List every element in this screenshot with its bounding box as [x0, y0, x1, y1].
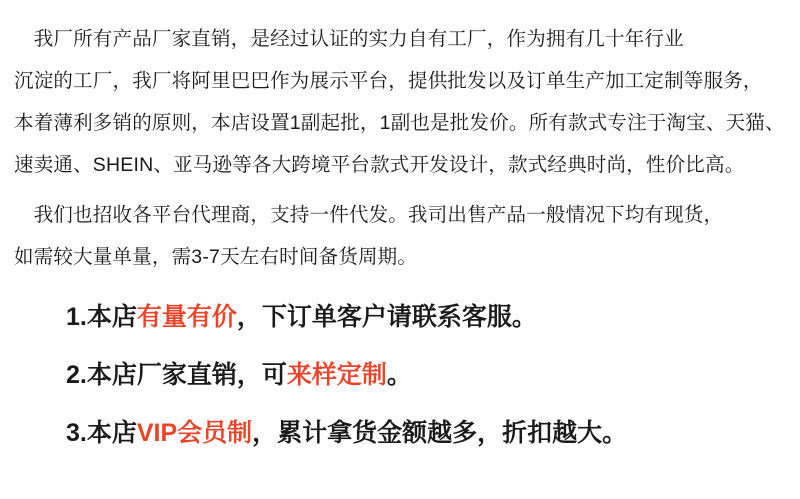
paragraph-line: 如需较大量单量，需3-7天左右时间备货周期。: [14, 246, 418, 268]
numbered-item-2: [14, 346, 786, 404]
numbered-item-index: 2.: [66, 361, 87, 389]
paragraph-line: 我们也招收各平台代理商，支持一件代发。我司出售产品一般情况下均有现货，: [14, 204, 724, 226]
paragraph-agent-policy: [14, 194, 786, 278]
numbered-item-prefix: 本店: [86, 303, 137, 331]
numbered-item-suffix: ，累计拿货金额越多，折扣越大。: [252, 419, 628, 447]
numbered-item-prefix: 本店: [86, 419, 137, 447]
paragraph-company-intro: [14, 18, 786, 186]
paragraph-line: 速卖通、SHEIN、亚马逊等各大跨境平台款式开发设计，款式经典时尚，性价比高。: [14, 154, 745, 176]
paragraph-line: 沉淀的工厂，我厂将阿里巴巴作为展示平台，提供批发以及订单生产加工定制等服务，: [14, 70, 763, 92]
paragraph-line: 我厂所有产品厂家直销，是经过认证的实力自有工厂，作为拥有几十年行业: [14, 28, 684, 50]
numbered-item-suffix: 。: [386, 361, 412, 389]
numbered-item-highlight: VIP会员制: [136, 419, 253, 447]
numbered-item-index: 1.: [66, 303, 87, 331]
numbered-item-highlight: 有量有价: [136, 303, 237, 331]
numbered-item-1: [14, 288, 786, 346]
numbered-item-prefix: 本店厂家直销，可: [86, 361, 287, 389]
numbered-item-index: 3.: [66, 419, 87, 447]
paragraph-line: 本着薄利多销的原则，本店设置1副起批，1副也是批发价。所有款式专注于淘宝、天猫、: [14, 112, 785, 134]
numbered-item-suffix: ，下订单客户请联系客服。: [236, 303, 537, 331]
numbered-item-3: [14, 404, 786, 462]
numbered-item-highlight: 来样定制: [286, 361, 387, 389]
